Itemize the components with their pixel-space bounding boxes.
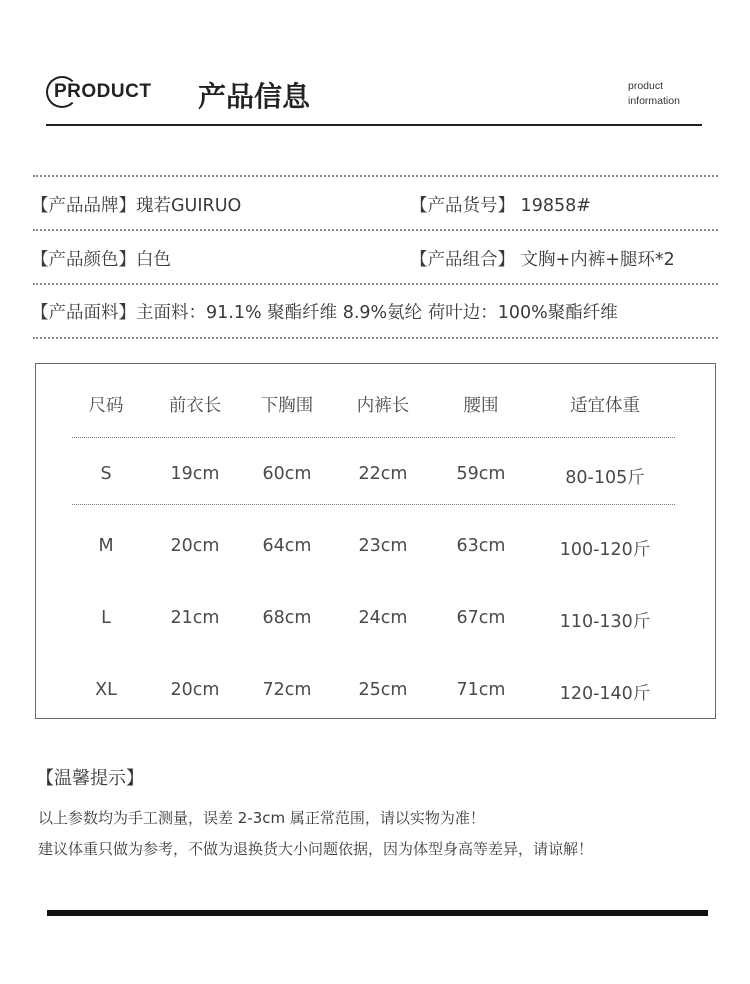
info-divider-1 <box>33 229 718 231</box>
table-header-size: 尺码 <box>88 396 124 416</box>
table-header-waist: 腰围 <box>463 396 499 416</box>
tips-title: 【温馨提示】 <box>36 768 144 789</box>
table-cell: 72cm <box>262 680 312 700</box>
table-header-underbust: 下胸围 <box>260 396 314 416</box>
table-cell: 19cm <box>170 464 220 484</box>
info-divider-2 <box>33 283 718 285</box>
table-cell: 23cm <box>358 536 408 556</box>
table-cell: 64cm <box>262 536 312 556</box>
page-title: 产品信息 <box>198 80 311 113</box>
tips-line-1: 以上参数均为手工测量，误差 2-3cm 属正常范围，请以实物为准！ <box>38 809 485 827</box>
table-cell: 20cm <box>170 680 220 700</box>
info-divider-3 <box>33 337 718 339</box>
info-color: 【产品颜色】白色 <box>31 250 171 270</box>
table-cell: 80-105斤 <box>565 468 645 488</box>
info-item-no: 【产品货号】 19858# <box>410 196 591 216</box>
tips-line-2: 建议体重只做为参考，不做为退换货大小问题依据，因为体型身高等差异，请谅解！ <box>38 840 594 858</box>
table-cell: 20cm <box>170 536 220 556</box>
table-header-front-length: 前衣长 <box>168 396 222 416</box>
table-header-weight: 适宜体重 <box>570 396 640 416</box>
table-cell: M <box>98 536 114 556</box>
table-cell: 60cm <box>262 464 312 484</box>
info-fabric: 【产品面料】主面料：91.1% 聚酯纤维 8.9%氨纶 荷叶边：100%聚酯纤维 <box>31 303 618 323</box>
table-header-divider <box>72 437 675 438</box>
side-caption-line1: product <box>628 80 664 92</box>
info-brand: 【产品品牌】瑰若GUIRUO <box>31 196 242 216</box>
table-cell: 63cm <box>456 536 506 556</box>
table-cell: 120-140斤 <box>559 684 651 704</box>
table-cell: L <box>101 608 111 628</box>
side-caption-line2: information <box>628 95 680 107</box>
table-cell: 21cm <box>170 608 220 628</box>
table-cell: 25cm <box>358 680 408 700</box>
table-cell: 22cm <box>358 464 408 484</box>
table-row-divider <box>72 504 675 505</box>
table-cell: 71cm <box>456 680 506 700</box>
header-side-caption <box>628 79 698 109</box>
logo-english-text: PRODUCT <box>54 81 152 102</box>
table-cell: S <box>100 464 112 484</box>
info-combo: 【产品组合】 文胸+内裤+腿环*2 <box>410 250 675 270</box>
table-cell: 67cm <box>456 608 506 628</box>
table-cell: XL <box>95 680 117 700</box>
header-divider <box>46 124 702 126</box>
table-header-brief-length: 内裤长 <box>356 396 410 416</box>
table-cell: 24cm <box>358 608 408 628</box>
footer-divider <box>47 910 708 916</box>
table-cell: 68cm <box>262 608 312 628</box>
table-cell: 110-130斤 <box>559 612 651 632</box>
table-cell: 100-120斤 <box>559 540 651 560</box>
info-divider-top <box>33 175 718 177</box>
table-cell: 59cm <box>456 464 506 484</box>
